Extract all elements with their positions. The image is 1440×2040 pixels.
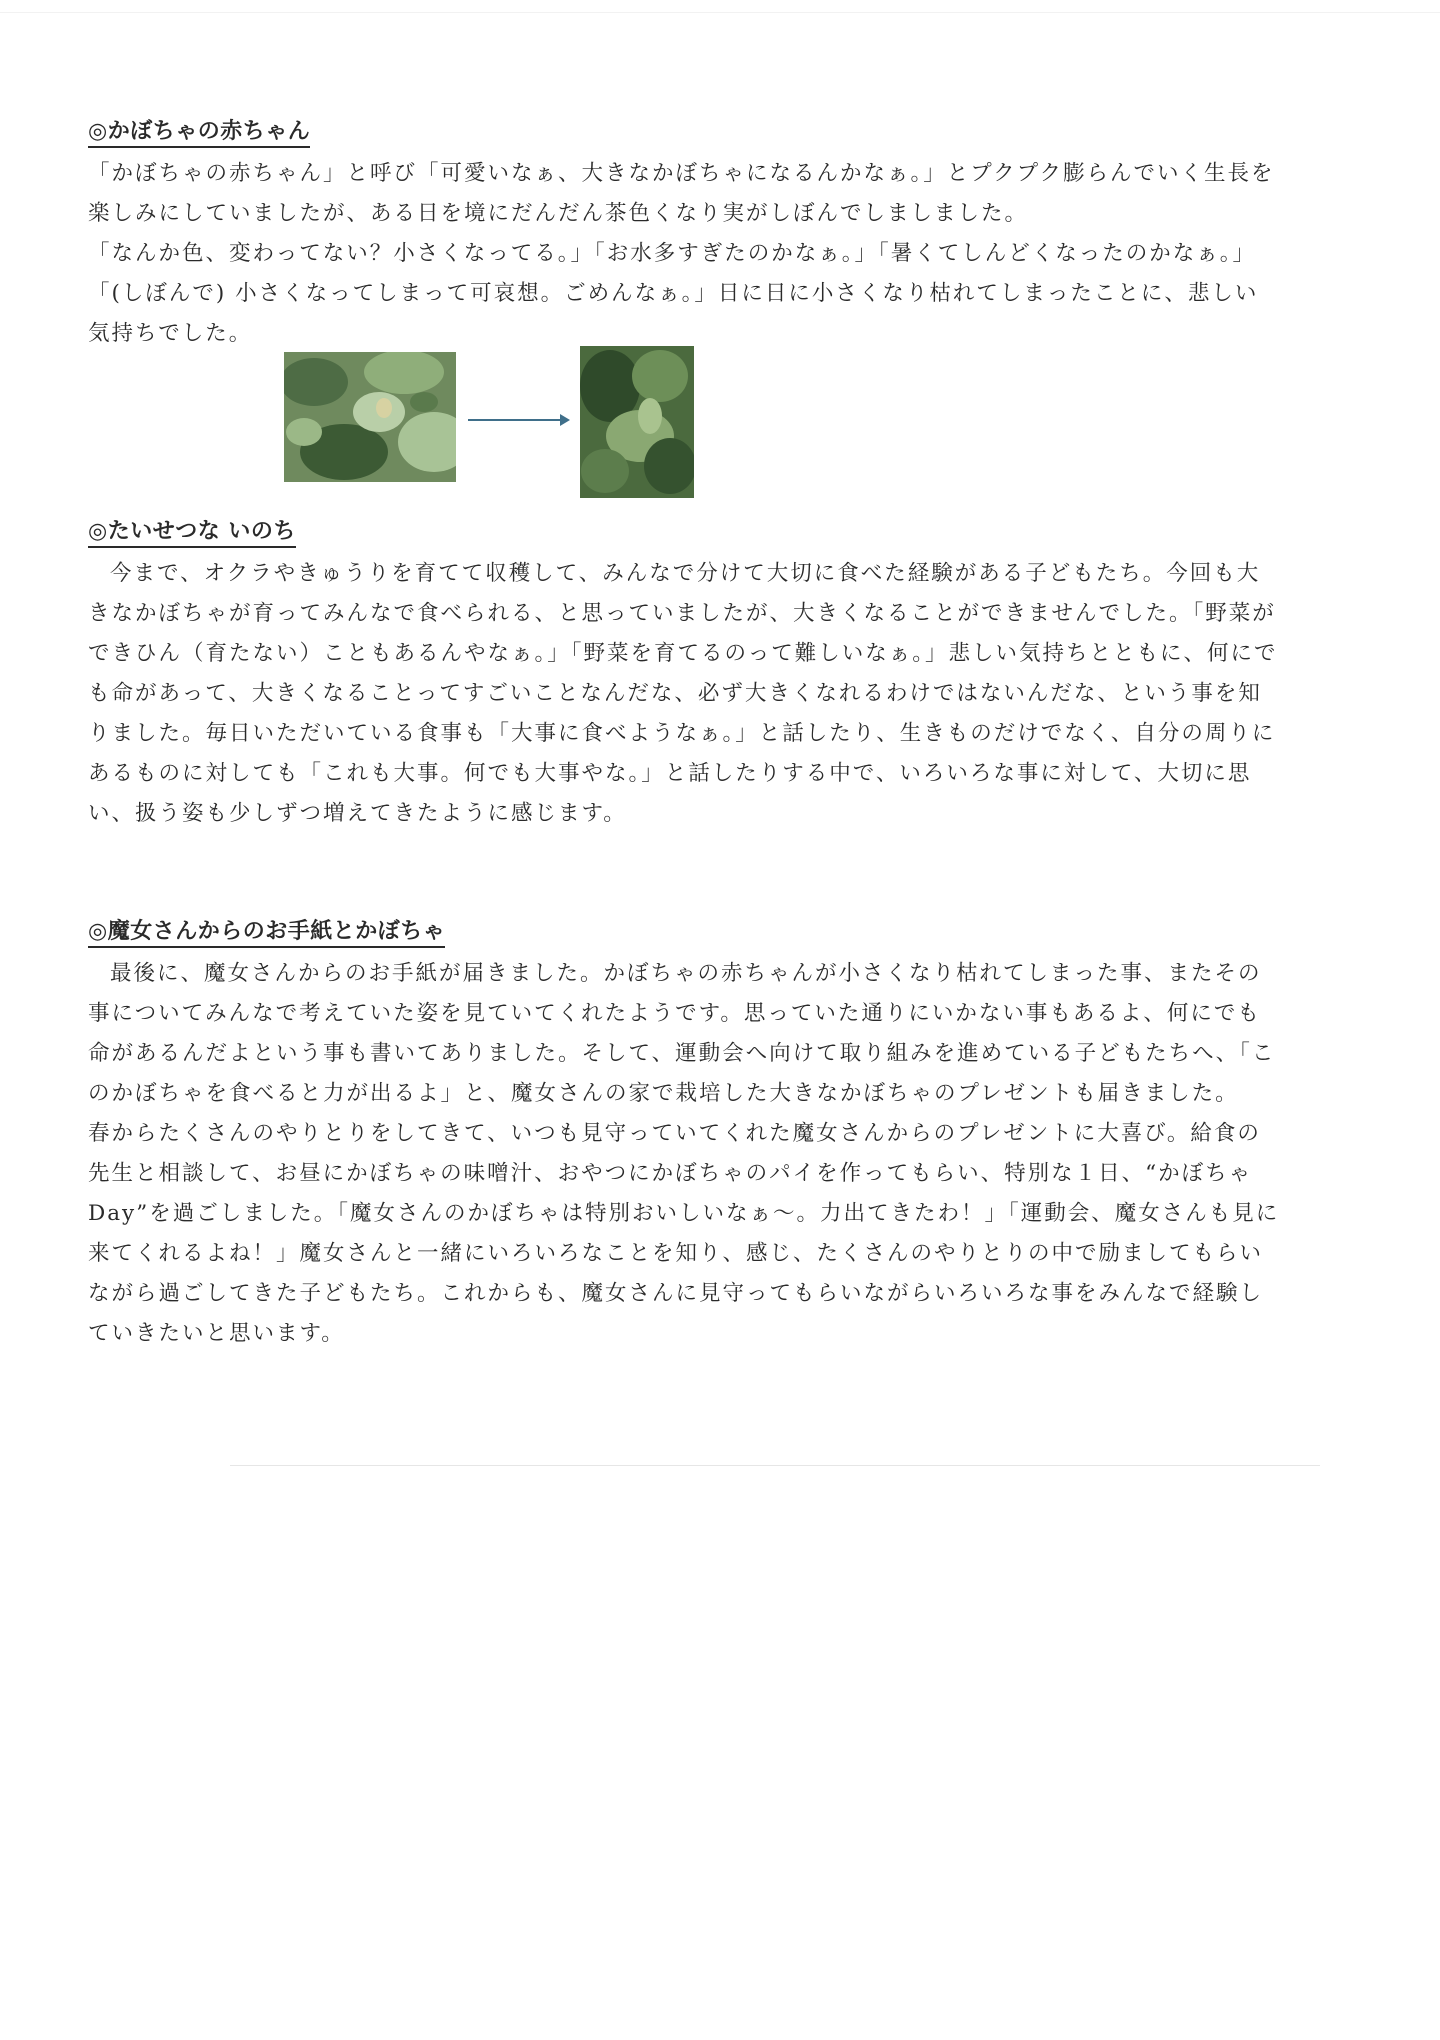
- body-line: できひん（育たない）こともあるんやなぁ。」「野菜を育てるのって難しいなぁ。」悲しい気持ちとともに、何にで: [88, 641, 1278, 666]
- body-line: のかぼちゃを食べると力が出るよ」と、魔女さんの家で栽培した大きなかぼちゃのプレゼントも届きました。: [88, 1081, 1239, 1106]
- section-baby-pumpkin: [88, 118, 1274, 354]
- body-line: 春からたくさんのやりとりをしてきて、いつも見守っていてくれた魔女さんからのプレゼントに大喜び。給食の: [88, 1121, 1261, 1146]
- body-line: も命があって、大きくなることってすごいことなんだな、必ず大きくなれるわけではないんだな、という事を知: [88, 681, 1262, 706]
- section-heading-baby-pumpkin: ◎かぼちゃの赤ちゃん: [88, 118, 310, 148]
- body-line: 今まで、オクラやきゅうりを育てて収穫して、みんなで分けて大切に食べた経験がある子どもたち。今回も大: [110, 561, 1261, 586]
- body-line: 命があるんだよという事も書いてありました。そして、運動会へ向けて取り組みを進めている子どもたちへ、「こ: [88, 1041, 1276, 1066]
- section-precious-life: [88, 518, 1278, 834]
- body-line: 気持ちでした。: [88, 321, 253, 346]
- body-line: 「なんか色、変わってない？小さくなってる。」「お水多すぎたのかなぁ。」「暑くてしんどくなったのかなぁ。」: [88, 241, 1257, 266]
- section-body-witch-letter: [88, 954, 1279, 1354]
- section-heading-precious-life: ◎たいせつな いのち: [88, 518, 296, 548]
- body-line: 楽しみにしていましたが、ある日を境にだんだん茶色くなり実がしぼんでしましました。: [88, 201, 1029, 226]
- photo-pair: [284, 352, 704, 492]
- section-heading-witch-letter: ◎魔女さんからのお手紙とかぼちゃ: [88, 918, 445, 948]
- right-arrow-icon: [466, 408, 572, 432]
- body-line: 来てくれるよね！」魔女さんと一緒にいろいろなことを知り、感じ、たくさんのやりとりの中で励ましてもらい: [88, 1241, 1264, 1266]
- body-line: 最後に、魔女さんからのお手紙が届きました。かぼちゃの赤ちゃんが小さくなり枯れてしまった事、またその: [110, 961, 1262, 986]
- body-line: あるものに対しても「これも大事。何でも大事やな。」と話したりする中で、いろいろな事に対して、大切に思: [88, 761, 1252, 786]
- body-line: い、扱う姿も少しずつ増えてきたように感じます。: [88, 801, 627, 826]
- scan-artifact-line: [0, 12, 1440, 13]
- body-line: りました。毎日いただいている食事も「大事に食べようなぁ。」と話したり、生きものだけでなく、自分の周りに: [88, 721, 1276, 746]
- body-line: 「(しぼんで) 小さくなってしまって可哀想。ごめんなぁ。」日に日に小さくなり枯れてしまったことに、悲しい: [88, 281, 1259, 306]
- section-witch-letter: [88, 918, 1279, 1354]
- body-line: 先生と相談して、お昼にかぼちゃの味噌汁、おやつにかぼちゃのパイを作ってもらい、特別な１日、“かぼちゃ: [88, 1161, 1253, 1186]
- body-line: ながら過ごしてきた子どもたち。これからも、魔女さんに見守ってもらいながらいろいろな事をみんなで経験し: [88, 1281, 1264, 1306]
- body-line: きなかぼちゃが育ってみんなで食べられる、と思っていましたが、大きくなることができませんでした。「野菜が: [88, 601, 1276, 626]
- scan-artifact-line: [230, 1465, 1320, 1466]
- section-body-precious-life: [88, 554, 1278, 834]
- pumpkin-photo-before: [284, 352, 456, 482]
- body-line: 事についてみんなで考えていた姿を見ていてくれたようです。思っていた通りにいかない事もあるよ、何にでも: [88, 1001, 1261, 1026]
- pumpkin-photo-after: [580, 346, 694, 498]
- body-line: ていきたいと思います。: [88, 1321, 345, 1346]
- body-line: Day”を過ごしました。「魔女さんのかぼちゃは特別おいしいなぁ～。力出てきたわ！」「運動会、魔女さんも見に: [88, 1201, 1280, 1226]
- section-body-baby-pumpkin: [88, 154, 1274, 354]
- body-line: 「かぼちゃの赤ちゃん」と呼び「可愛いなぁ、大きなかぼちゃになるんかなぁ。」とプクプク膨らんでいく生長を: [88, 161, 1275, 186]
